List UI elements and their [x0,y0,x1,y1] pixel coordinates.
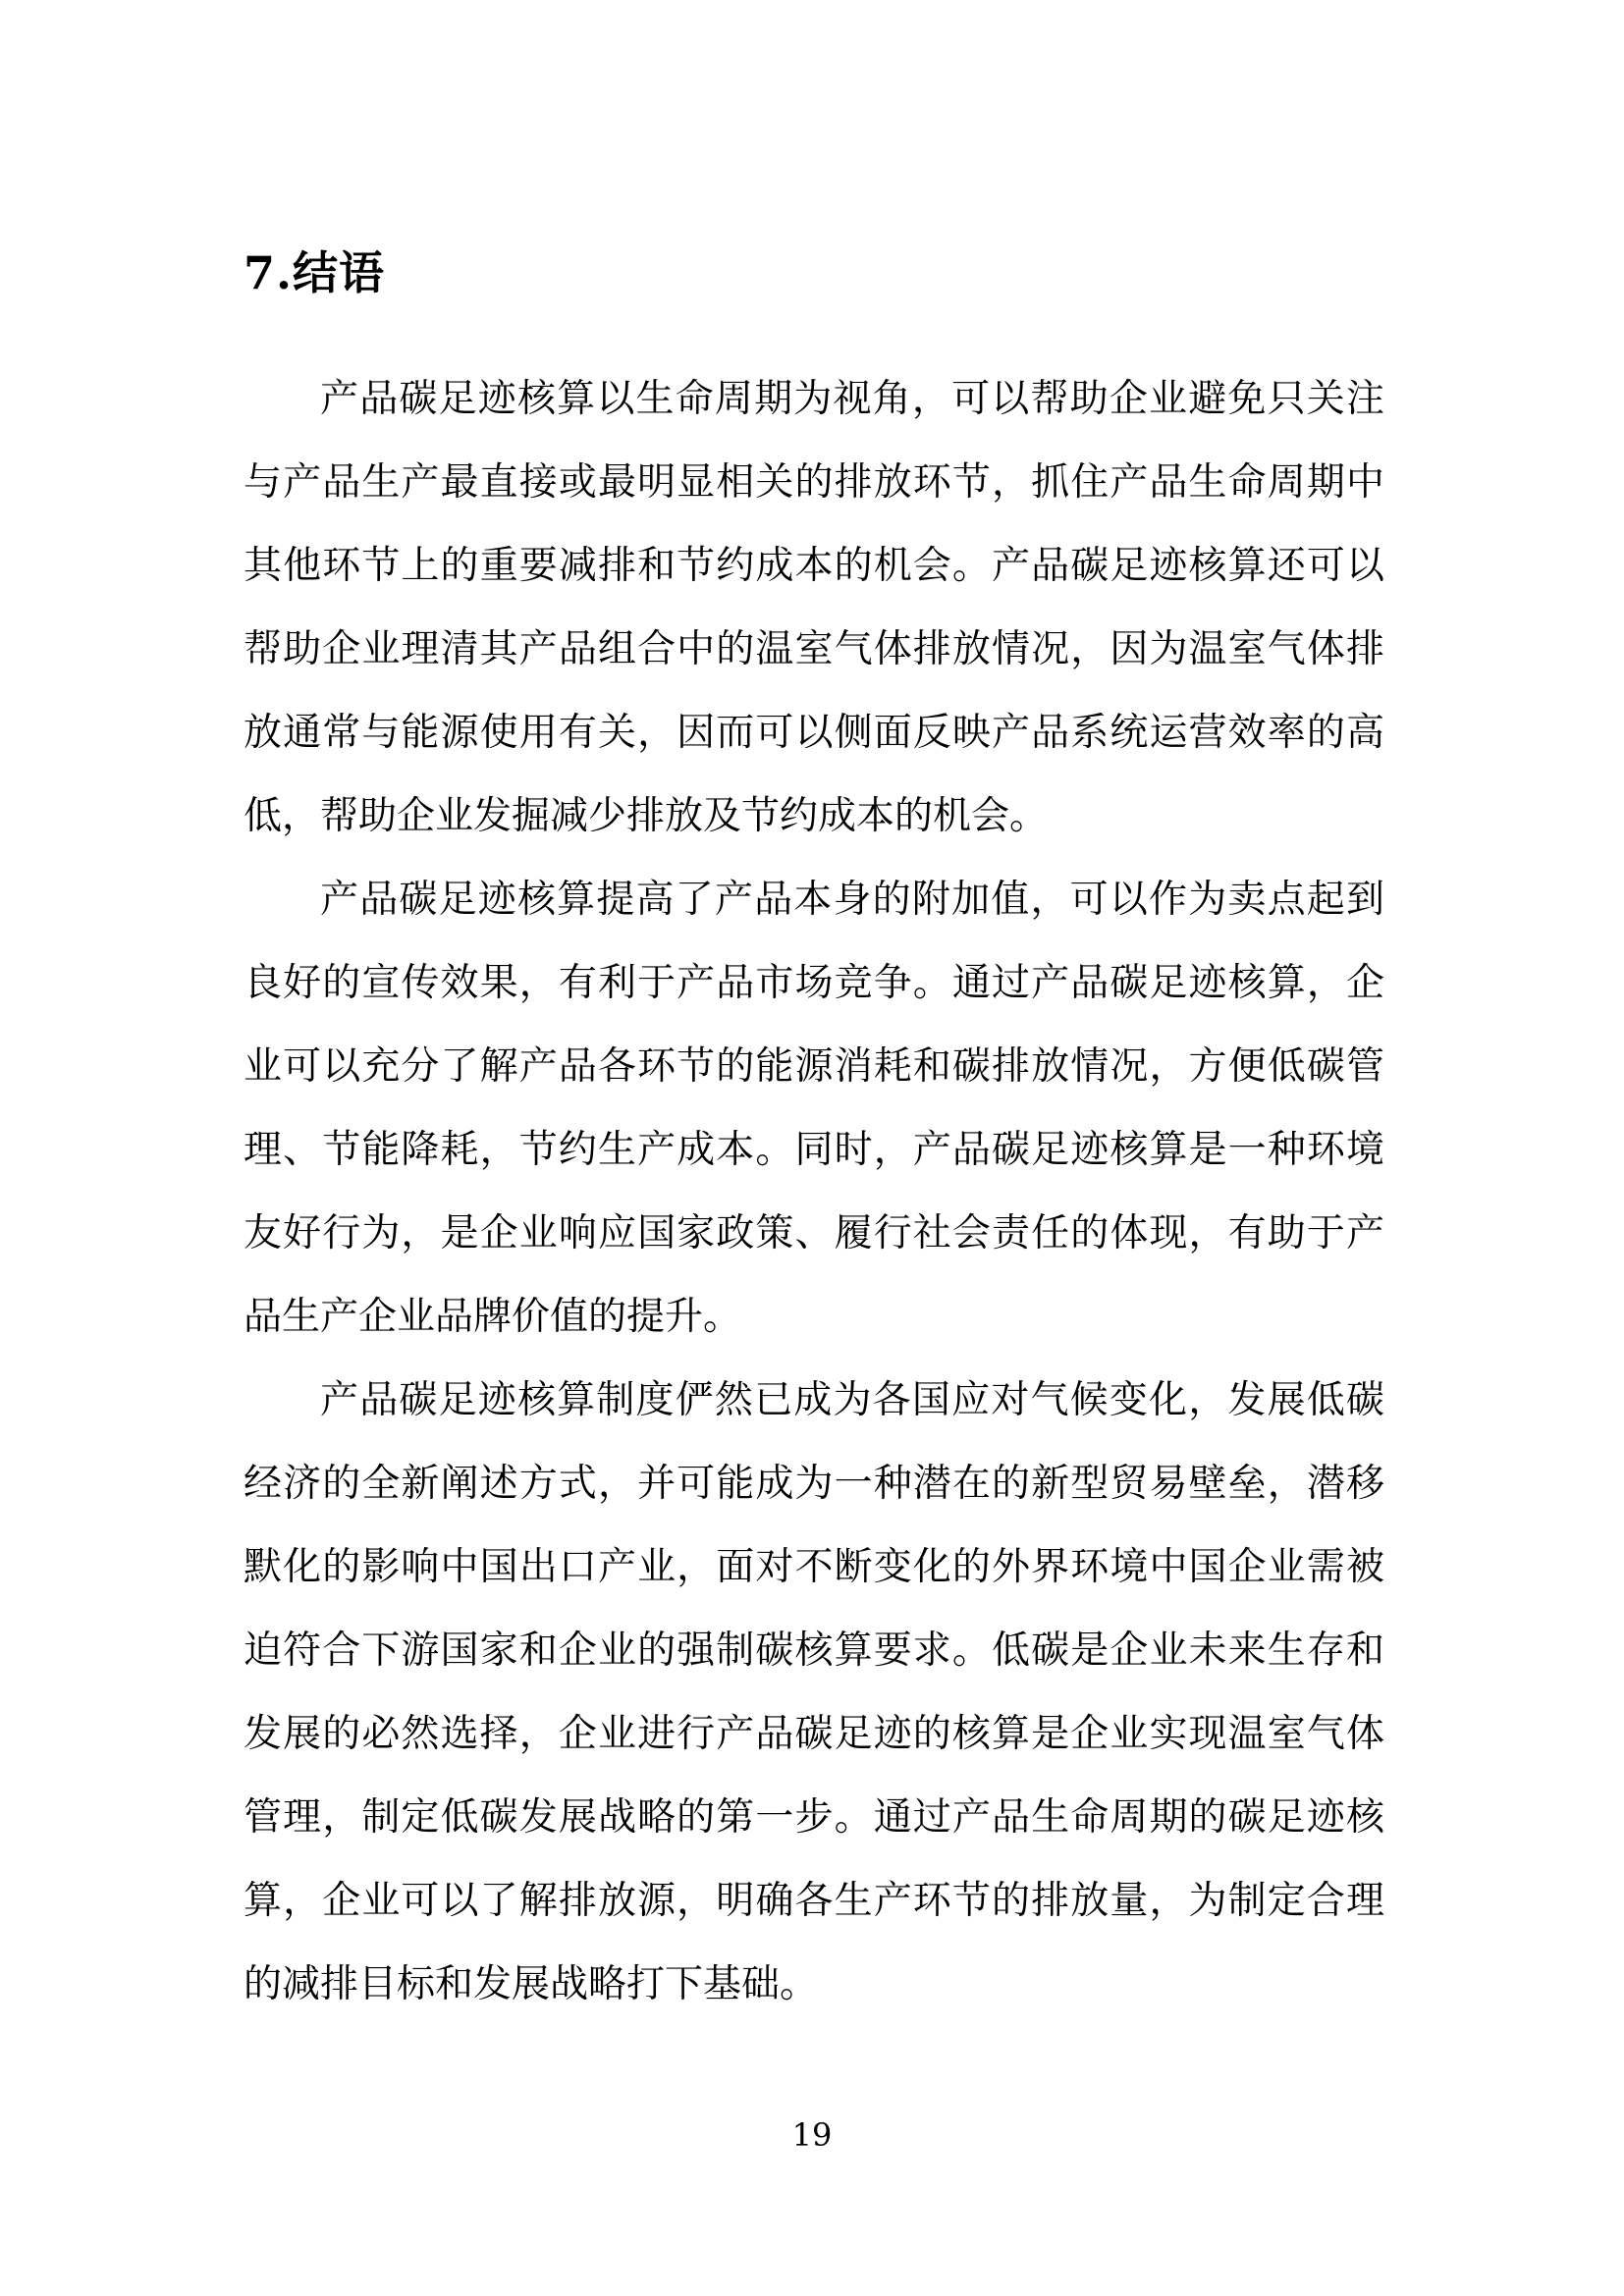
page-number: 19 [791,2116,833,2154]
section-heading: 7.结语 [244,246,386,299]
paragraph-1: 产品碳足迹核算以生命周期为视角，可以帮助企业避免只关注与产品生产最直接或最明显相关的排放环节，抓住产品生命周期中其他环节上的重要减排和节约成本的机会。产品碳足迹核算还可以帮助企业理清其产品组合中的温室气体排放情况，因为温室气体排放通常与能源使用有关，因而可以侧面反映产品系统运营效率的高低，帮助企业发掘减少排放及节约成本的机会。 [244,376,1384,838]
document-body [244,357,1384,2026]
paragraph-3: 产品碳足迹核算制度俨然已成为各国应对气候变化，发展低碳经济的全新阐述方式，并可能成为一种潜在的新型贸易壁垒，潜移默化的影响中国出口产业，面对不断变化的外界环境中国企业需被迫符合下游国家和企业的强制碳核算要求。低碳是企业未来生存和发展的必然选择，企业进行产品碳足迹的核算是企业实现温室气体管理，制定低碳发展战略的第一步。通过产品生命周期的碳足迹核算，企业可以了解排放源，明确各生产环节的排放量，为制定合理的减排目标和发展战略打下基础。 [244,1377,1384,2006]
paragraph-2: 产品碳足迹核算提高了产品本身的附加值，可以作为卖点起到良好的宣传效果，有利于产品市场竞争。通过产品碳足迹核算，企业可以充分了解产品各环节的能源消耗和碳排放情况，方便低碳管理、节能降耗，节约生产成本。同时，产品碳足迹核算是一种环境友好行为，是企业响应国家政策、履行社会责任的体现，有助于产品生产企业品牌价值的提升。 [244,877,1384,1339]
